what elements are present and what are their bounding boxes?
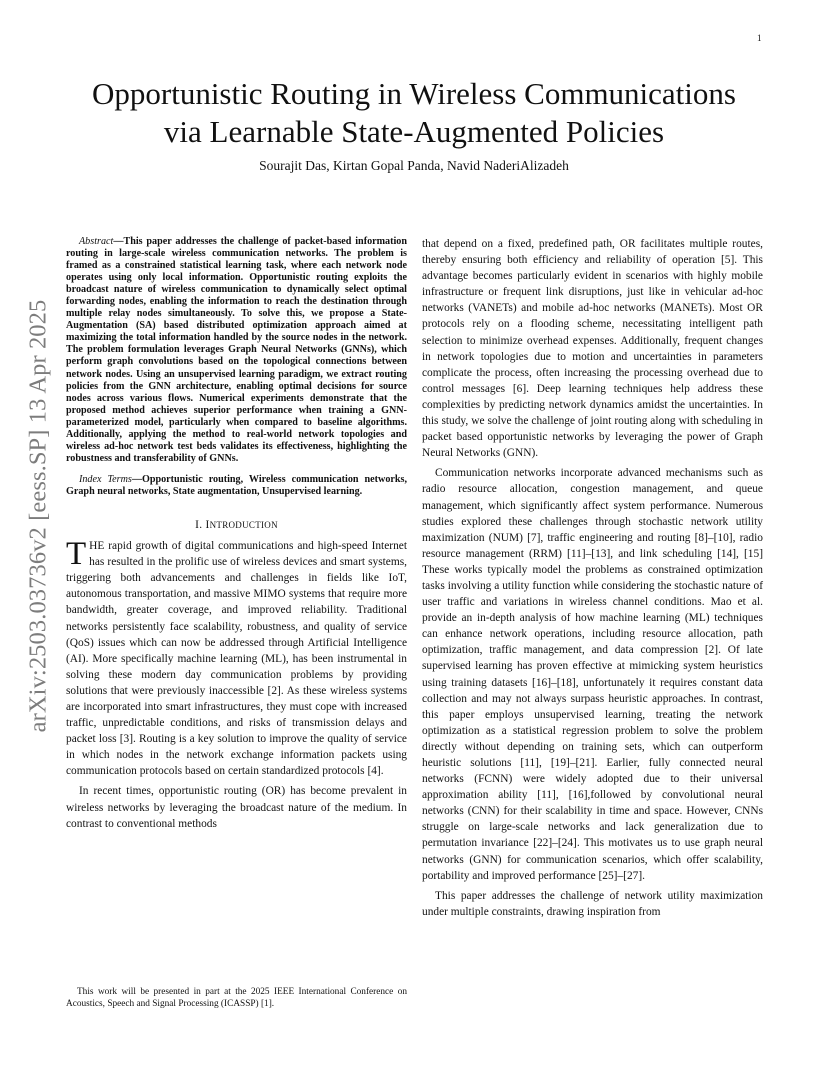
right-paragraph-2: Communication networks incorporate advanced mechanisms such as radio resource allocation, congestion management, and queue management, which significantly affect system performance. Numerous studies explored these challenges through stochastic network utility maximization (NUM) [7], traffic engineering and routing [8]–[10], radio resource management (RRM) [11]–[13], and link scheduling [14], [15] These works typically model the problems as constrained optimization tasks involving a utility function while considering the stochastic nature of user traffic and variations in wireless channel conditions. Mao et al. provide an in-depth analysis of how machine learning (ML) techniques can enhance network operations, including resource allocation, path optimization, traffic management, and data compression [2]. Of late supervised learning has proven effective at mimicking system heuristics using training datasets [16]–[18], unfortunately it requires constant data collection and may not always surpass heuristic approaches. In contrast, this paper employs unsupervised learning, treating the network optimization as a statistical regression problem to solve the problem directly without depending on training sets, which can outperform heuristic solutions [11], [19]–[21]. Earlier, fully connected neural networks (FCNN) were widely adopted due to their universal approximation ability [11], [16],followed by convolutional neural networks (CNN) for their scalability in time and space. However, CNNs struggle on large-scale networks and lack generalization due to permutation invariance [22]–[24]. This motivates us to use graph neural networks (GNN) for communication scenarios, which offer scalability, portability and improved performance [25]–[27].	[422, 467, 763, 882]
right-paragraph-1: that depend on a fixed, predefined path, OR facilitates multiple routes, thereby ensuring both efficiency and reliability of operation [5]. This advantage becomes particularly evident in scenarios with highly mobile infrastructure or frequent link disruptions, just like in vehicular ad-hoc networks (VANETs) and mobile ad-hoc networks (MANETs). Most OR protocols rely on a flooding scheme, necessitating intelligent path selection to minimize overhead expenses. Additionally, frequent changes in network topologies due to motion and uncertainties in parameters complicate the process, often increasing the processing overhead due to control messages [6]. Deep learning techniques help address these complexities by predicting network dynamics amidst the uncertainties. In this study, we solve the challenge of joint routing along with scheduling in packet based opportunistic networks by leveraging the power of Graph Neural Networks (GNN).	[422, 238, 763, 460]
arxiv-identifier-text: arXiv:2503.03736v2 [eess.SP] 13 Apr 2025	[24, 299, 52, 733]
paper-title	[60, 75, 768, 151]
footnote: This work will be presented in part at the 2025 IEEE International Conference on Acoustics, Speech and Signal Processing (ICASSP) [1].	[66, 987, 407, 1009]
section-title-rest: NTRODUCTION	[209, 519, 278, 530]
index-terms-text: —Opportunistic routing, Wireless communication networks, Graph neural networks, State augmentation, Unsupervised learning.	[66, 473, 407, 497]
abstract	[66, 236, 407, 465]
drop-cap-letter: T	[66, 536, 87, 573]
title-line-2: via Learnable State-Augmented Policies	[163, 114, 665, 149]
abstract-text: —This paper addresses the challenge of packet-based information routing in large-scale wireless communication networks. The problem is framed as a constrained statistical learning task, where each network node operates using only local information. Opportunistic routing exploits the broadcast nature of wireless communication to dynamically select optimal forwarding nodes, enabling the information to reach the destination through multiple relay nodes simultaneously. To solve this, we propose a State-Augmentation (SA) based distributed optimization approach aimed at maximizing the total information handled by the source nodes in the network. The problem formulation leverages Graph Neural Networks (GNNs), which perform graph convolutions based on the topological connections between network nodes. Using an unsupervised learning paradigm, we extract routing policies from the GNN architecture, enabling optimal decisions for source nodes across various flows. Numerical experiments demonstrate that the proposed method achieves superior performance when training a GNN-parameterized model, particularly when compared to baseline algorithms. Additionally, applying the method to real-world network topologies and wireless ad-hoc network test beds validates its effectiveness, highlighting the robustness and transferability of GNNs.	[66, 236, 407, 464]
right-paragraph-3: This paper addresses the challenge of network utility maximization under multiple constraints, drawing inspiration from	[422, 889, 763, 918]
right-column	[422, 236, 763, 920]
intro-paragraph-1	[66, 538, 407, 779]
title-line-1: Opportunistic Routing in Wireless Communications	[92, 76, 736, 111]
section-heading-introduction	[66, 517, 407, 533]
section-numeral: I.	[195, 518, 206, 531]
index-terms	[66, 474, 407, 498]
index-terms-label: Index Terms	[79, 473, 132, 485]
abstract-label: Abstract	[79, 236, 114, 247]
page-number: 1	[757, 33, 762, 43]
arxiv-identifier-stamp	[18, 284, 58, 748]
author-list: Sourajit Das, Kirtan Gopal Panda, Navid NaderiAlizadeh	[259, 158, 569, 173]
section-title-initial: I	[205, 518, 210, 531]
intro-paragraph-1-text: HE rapid growth of digital communications and high-speed Internet has resulted in the prolific use of wireless devices and smart systems, triggering both advancements and challenges in fields like IoT, autonomous transportation, and massive MIMO systems that require more bandwidth, greater coverage, and improved reliability. Traditional networks persistently face scalability, robustness, and quality of service (QoS) issues which can now be addressed through Artificial Intelligence (AI). More specifically machine learning (ML), has been instrumental in solving these modern day communication problems by providing solutions that were previously inaccessible [2]. As these wireless systems are incorporated into smart infrastructures, they must cope with increased traffic, unpredictable conditions, and risks of transmission delays and packet loss [3]. Routing is a key solution to improve the quality of service in which nodes in the network exchange information packets using communication protocols based on certain standardized protocols [4].	[66, 540, 407, 778]
left-column	[66, 236, 407, 832]
intro-paragraph-2: In recent times, opportunistic routing (OR) has become prevalent in wireless networks by leveraging the broadcast nature of the medium. In contrast to conventional methods	[66, 785, 407, 830]
